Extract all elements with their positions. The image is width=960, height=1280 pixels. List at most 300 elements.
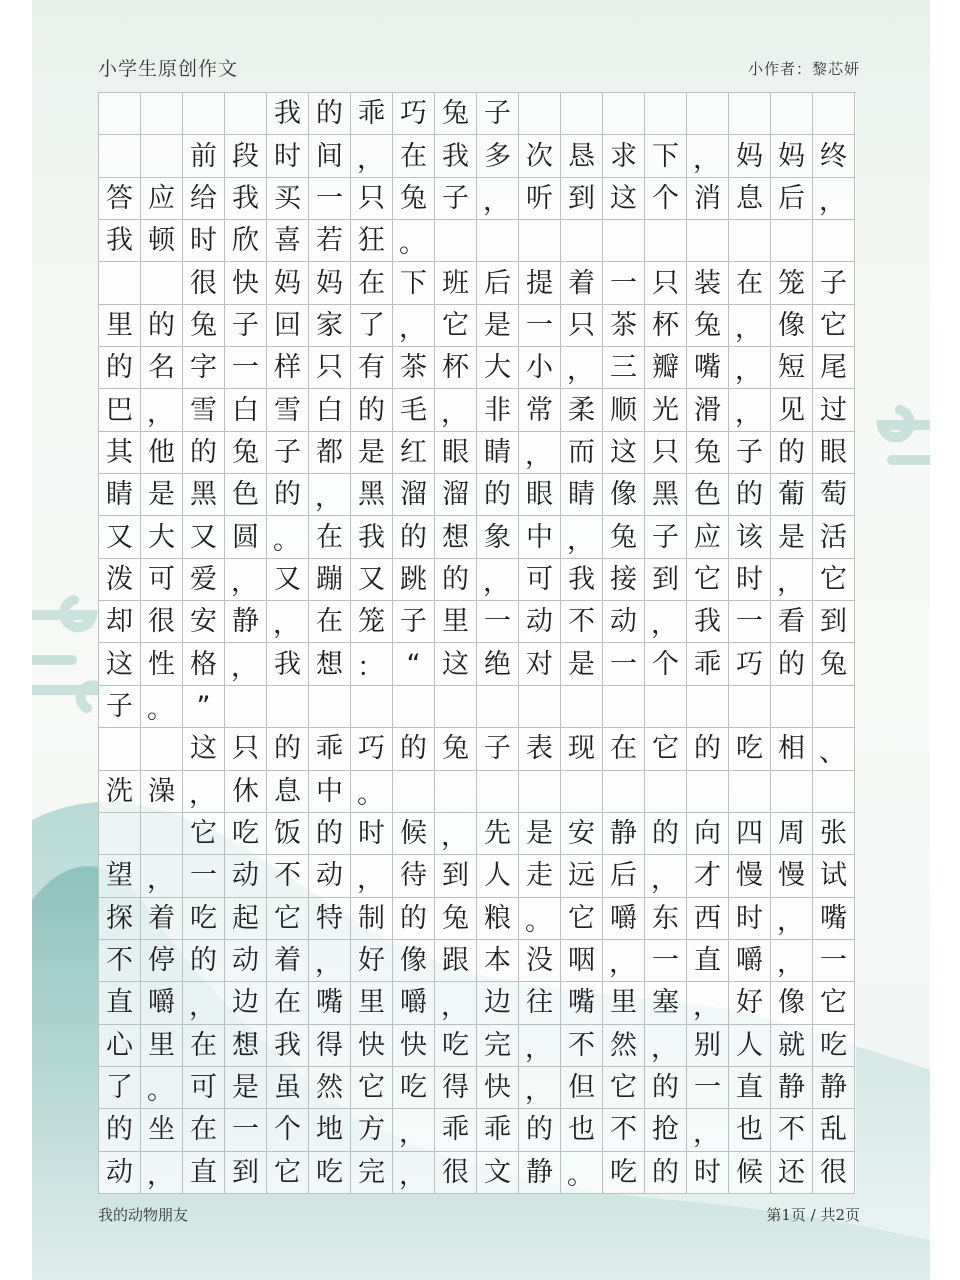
grid-cell: 我 — [435, 135, 477, 177]
grid-cell: 着 — [141, 898, 183, 940]
grid-cell — [645, 93, 687, 135]
grid-cell: ， — [729, 305, 771, 347]
grid-cell: 很 — [183, 262, 225, 304]
grid-cell: 。 — [141, 686, 183, 728]
grid-cell: 这 — [435, 643, 477, 685]
grid-cell: 吃 — [435, 1025, 477, 1067]
grid-cell: 试 — [813, 855, 855, 897]
grid-cell: 文 — [477, 1152, 519, 1194]
grid-cell — [603, 93, 645, 135]
grid-cell: ， — [561, 516, 603, 558]
grid-cell: 嘴 — [561, 982, 603, 1024]
grid-cell: 下 — [645, 135, 687, 177]
grid-cell — [99, 93, 141, 135]
grid-cell: 别 — [687, 1025, 729, 1067]
grid-cell — [393, 771, 435, 813]
grid-cell: 我 — [561, 559, 603, 601]
grid-cell: 巧 — [351, 728, 393, 770]
grid-cell: 黑 — [351, 474, 393, 516]
grid-cell — [771, 220, 813, 262]
grid-cell: 子 — [813, 262, 855, 304]
grid-cell: 接 — [603, 559, 645, 601]
grid-cell: 次 — [519, 135, 561, 177]
grid-cell — [813, 771, 855, 813]
grid-cell: 一 — [183, 855, 225, 897]
grid-cell: 的 — [645, 1152, 687, 1194]
cloud-swirl-left — [32, 600, 102, 708]
grid-cell: 是 — [477, 305, 519, 347]
grid-cell: ， — [561, 347, 603, 389]
grid-cell: 直 — [183, 1152, 225, 1194]
grid-cell: 过 — [813, 389, 855, 431]
grid-cell: 对 — [519, 643, 561, 685]
grid-cell — [309, 686, 351, 728]
grid-cell — [519, 220, 561, 262]
grid-cell: 答 — [99, 178, 141, 220]
grid-cell: 象 — [477, 516, 519, 558]
grid-cell — [645, 771, 687, 813]
grid-cell: 嘴 — [687, 347, 729, 389]
grid-cell: 黑 — [645, 474, 687, 516]
grid-cell: 先 — [477, 813, 519, 855]
grid-cell: 像 — [393, 940, 435, 982]
grid-cell: 、 — [813, 728, 855, 770]
grid-cell: 的 — [645, 1067, 687, 1109]
grid-cell: 到 — [435, 855, 477, 897]
grid-cell: ， — [771, 559, 813, 601]
grid-cell: 虽 — [267, 1067, 309, 1109]
grid-cell: 蹦 — [309, 559, 351, 601]
grid-cell: 爱 — [183, 559, 225, 601]
grid-cell: 息 — [267, 771, 309, 813]
grid-cell: 静 — [603, 813, 645, 855]
grid-cell: 嘴 — [309, 982, 351, 1024]
grid-cell: 里 — [141, 1025, 183, 1067]
grid-cell — [687, 686, 729, 728]
grid-cell: 妈 — [771, 135, 813, 177]
grid-cell: 在 — [351, 262, 393, 304]
grid-cell: 边 — [225, 982, 267, 1024]
grid-cell: ， — [183, 982, 225, 1024]
grid-cell: 巴 — [99, 389, 141, 431]
grid-cell: 子 — [267, 432, 309, 474]
writing-grid — [98, 92, 856, 1194]
grid-cell: 兔 — [435, 728, 477, 770]
grid-cell: 又 — [267, 559, 309, 601]
grid-cell: 小 — [519, 347, 561, 389]
grid-cell: 格 — [183, 643, 225, 685]
grid-cell: 就 — [771, 1025, 813, 1067]
grid-cell: 嚼 — [393, 982, 435, 1024]
grid-cell: 子 — [477, 93, 519, 135]
grid-cell: 子 — [393, 601, 435, 643]
grid-cell: 雪 — [183, 389, 225, 431]
grid-cell: 只 — [309, 347, 351, 389]
grid-cell: 动 — [225, 855, 267, 897]
grid-cell: ， — [435, 813, 477, 855]
grid-cell — [687, 93, 729, 135]
grid-cell: 个 — [645, 643, 687, 685]
grid-cell: 特 — [309, 898, 351, 940]
grid-cell: 不 — [771, 1109, 813, 1151]
grid-cell: 在 — [393, 135, 435, 177]
grid-cell: 本 — [477, 940, 519, 982]
grid-cell: 茶 — [393, 347, 435, 389]
grid-cell: 后 — [477, 262, 519, 304]
grid-cell: 是 — [771, 516, 813, 558]
grid-cell: 溜 — [393, 474, 435, 516]
grid-cell: 我 — [267, 1025, 309, 1067]
grid-cell — [813, 686, 855, 728]
grid-cell: 得 — [309, 1025, 351, 1067]
grid-cell: 到 — [645, 559, 687, 601]
grid-cell: 在 — [267, 982, 309, 1024]
grid-cell: 时 — [351, 813, 393, 855]
grid-cell: 的 — [309, 813, 351, 855]
grid-cell: 他 — [141, 432, 183, 474]
grid-cell: 像 — [603, 474, 645, 516]
grid-cell: 了 — [351, 305, 393, 347]
grid-cell: 只 — [225, 728, 267, 770]
grid-cell: 洗 — [99, 771, 141, 813]
grid-cell: 完 — [477, 1025, 519, 1067]
grid-cell: 看 — [771, 601, 813, 643]
grid-cell — [477, 686, 519, 728]
grid-cell: ， — [267, 601, 309, 643]
grid-cell: 周 — [771, 813, 813, 855]
grid-cell: 回 — [267, 305, 309, 347]
grid-cell: 静 — [813, 1067, 855, 1109]
grid-cell: 而 — [561, 432, 603, 474]
grid-cell: ， — [645, 855, 687, 897]
grid-cell: 兔 — [393, 178, 435, 220]
grid-cell: 黑 — [183, 474, 225, 516]
author-label: 小作者：黎芯妍 — [747, 60, 860, 78]
grid-cell: 欣 — [225, 220, 267, 262]
grid-cell: 顿 — [141, 220, 183, 262]
grid-cell: 。 — [351, 771, 393, 813]
grid-cell: ， — [771, 898, 813, 940]
grid-cell: 快 — [477, 1067, 519, 1109]
grid-cell: 该 — [729, 516, 771, 558]
grid-cell: 中 — [309, 771, 351, 813]
grid-cell: 妈 — [309, 262, 351, 304]
grid-cell: 的 — [729, 474, 771, 516]
grid-cell — [519, 771, 561, 813]
grid-cell: 它 — [813, 305, 855, 347]
grid-cell: 一 — [603, 262, 645, 304]
grid-cell — [813, 93, 855, 135]
grid-cell — [351, 686, 393, 728]
grid-cell: 的 — [267, 474, 309, 516]
grid-cell: 的 — [687, 728, 729, 770]
grid-cell: 但 — [561, 1067, 603, 1109]
grid-cell: 它 — [435, 305, 477, 347]
grid-cell: 。 — [393, 220, 435, 262]
grid-cell: 远 — [561, 855, 603, 897]
grid-cell: 是 — [225, 1067, 267, 1109]
grid-cell: 兔 — [435, 898, 477, 940]
grid-cell: 个 — [267, 1109, 309, 1151]
grid-cell: 子 — [225, 305, 267, 347]
grid-cell: 一 — [225, 347, 267, 389]
grid-cell: 想 — [435, 516, 477, 558]
grid-cell: 着 — [267, 940, 309, 982]
grid-cell: 提 — [519, 262, 561, 304]
grid-cell: 的 — [771, 643, 813, 685]
grid-cell: 想 — [309, 643, 351, 685]
grid-cell: 毛 — [393, 389, 435, 431]
grid-cell: 它 — [687, 559, 729, 601]
grid-cell: 慢 — [729, 855, 771, 897]
grid-cell: 一 — [309, 178, 351, 220]
grid-cell: 里 — [351, 982, 393, 1024]
grid-cell: 睛 — [99, 474, 141, 516]
grid-cell — [99, 262, 141, 304]
grid-cell: 巧 — [393, 93, 435, 135]
grid-cell: 吃 — [393, 1067, 435, 1109]
grid-cell: 白 — [309, 389, 351, 431]
grid-cell: 兔 — [687, 432, 729, 474]
grid-cell: 直 — [729, 1067, 771, 1109]
grid-cell: 笼 — [351, 601, 393, 643]
grid-cell: 字 — [183, 347, 225, 389]
grid-cell: 在 — [729, 262, 771, 304]
grid-cell: 一 — [477, 601, 519, 643]
grid-cell: 的 — [519, 1109, 561, 1151]
grid-cell: 时 — [729, 559, 771, 601]
grid-cell: 买 — [267, 178, 309, 220]
grid-cell: ， — [351, 855, 393, 897]
grid-cell: 它 — [561, 898, 603, 940]
grid-cell: 我 — [351, 516, 393, 558]
grid-cell: 它 — [351, 1067, 393, 1109]
grid-cell: 在 — [309, 516, 351, 558]
grid-cell: 粮 — [477, 898, 519, 940]
grid-cell — [99, 728, 141, 770]
grid-cell: 圆 — [225, 516, 267, 558]
grid-cell — [435, 686, 477, 728]
grid-cell: 这 — [603, 432, 645, 474]
grid-cell: 候 — [393, 813, 435, 855]
grid-cell — [729, 93, 771, 135]
grid-cell: 动 — [99, 1152, 141, 1194]
grid-cell: 给 — [183, 178, 225, 220]
grid-cell: 三 — [603, 347, 645, 389]
grid-cell — [519, 93, 561, 135]
grid-cell: 光 — [645, 389, 687, 431]
grid-cell: ， — [477, 178, 519, 220]
grid-cell: 装 — [687, 262, 729, 304]
grid-cell: 听 — [519, 178, 561, 220]
grid-cell: 眼 — [519, 474, 561, 516]
grid-cell: 是 — [351, 432, 393, 474]
grid-cell: 动 — [309, 855, 351, 897]
grid-cell: 多 — [477, 135, 519, 177]
grid-cell: 后 — [603, 855, 645, 897]
grid-cell: 只 — [645, 432, 687, 474]
grid-cell: 可 — [183, 1067, 225, 1109]
grid-cell: 然 — [309, 1067, 351, 1109]
grid-cell: 安 — [183, 601, 225, 643]
grid-cell — [729, 220, 771, 262]
grid-cell: 望 — [99, 855, 141, 897]
grid-cell: 恳 — [561, 135, 603, 177]
grid-cell: 它 — [183, 813, 225, 855]
grid-cell: 的 — [645, 813, 687, 855]
grid-cell: 消 — [687, 178, 729, 220]
grid-cell — [183, 93, 225, 135]
grid-cell: 吃 — [813, 1025, 855, 1067]
grid-cell — [645, 686, 687, 728]
grid-cell: 兔 — [813, 643, 855, 685]
page-indicator: 第1页 / 共2页 — [766, 1206, 860, 1224]
grid-cell: 杯 — [645, 305, 687, 347]
grid-cell: 顺 — [603, 389, 645, 431]
grid-cell: 跟 — [435, 940, 477, 982]
grid-cell: 西 — [687, 898, 729, 940]
grid-cell: 的 — [771, 432, 813, 474]
grid-cell: 跳 — [393, 559, 435, 601]
grid-cell: 后 — [771, 178, 813, 220]
grid-cell: 起 — [225, 898, 267, 940]
grid-cell: 妈 — [267, 262, 309, 304]
grid-cell — [813, 220, 855, 262]
grid-cell: 的 — [267, 728, 309, 770]
grid-cell: 咽 — [561, 940, 603, 982]
grid-cell: 乖 — [435, 1109, 477, 1151]
grid-cell: 求 — [603, 135, 645, 177]
grid-cell: 很 — [141, 601, 183, 643]
grid-cell — [267, 686, 309, 728]
grid-cell: 不 — [603, 1109, 645, 1151]
grid-cell: 好 — [351, 940, 393, 982]
grid-cell — [729, 771, 771, 813]
grid-cell: 在 — [603, 728, 645, 770]
grid-cell: 乖 — [477, 1109, 519, 1151]
grid-cell: ， — [141, 389, 183, 431]
grid-cell: 到 — [561, 178, 603, 220]
grid-cell: 一 — [225, 1109, 267, 1151]
grid-cell: 吃 — [309, 1152, 351, 1194]
grid-cell: 还 — [771, 1152, 813, 1194]
grid-cell — [603, 686, 645, 728]
grid-cell: 。 — [267, 516, 309, 558]
grid-cell: 瓣 — [645, 347, 687, 389]
grid-cell: 下 — [393, 262, 435, 304]
grid-cell: ， — [729, 389, 771, 431]
grid-cell: 的 — [393, 898, 435, 940]
grid-cell: 好 — [729, 982, 771, 1024]
grid-cell: 安 — [561, 813, 603, 855]
grid-cell: 都 — [309, 432, 351, 474]
grid-cell: ， — [309, 940, 351, 982]
grid-cell — [141, 93, 183, 135]
grid-cell: 候 — [729, 1152, 771, 1194]
grid-cell: ， — [435, 389, 477, 431]
grid-cell: 家 — [309, 305, 351, 347]
grid-cell: 泼 — [99, 559, 141, 601]
grid-cell: ， — [225, 559, 267, 601]
grid-cell: ， — [141, 855, 183, 897]
grid-cell: 尾 — [813, 347, 855, 389]
grid-cell: ， — [687, 982, 729, 1024]
grid-cell: 动 — [225, 940, 267, 982]
grid-cell — [561, 220, 603, 262]
grid-cell: 又 — [99, 516, 141, 558]
grid-cell — [603, 771, 645, 813]
grid-cell: 制 — [351, 898, 393, 940]
grid-cell: 的 — [435, 559, 477, 601]
grid-cell: 的 — [99, 347, 141, 389]
grid-cell: 乖 — [309, 728, 351, 770]
grid-cell: 一 — [729, 601, 771, 643]
grid-cell: ， — [393, 1109, 435, 1151]
grid-cell: 可 — [141, 559, 183, 601]
grid-cell: 慢 — [771, 855, 813, 897]
grid-cell: 不 — [561, 601, 603, 643]
grid-cell: 塞 — [645, 982, 687, 1024]
grid-cell: 静 — [225, 601, 267, 643]
grid-cell: ， — [687, 1109, 729, 1151]
grid-cell: 短 — [771, 347, 813, 389]
grid-cell: 到 — [225, 1152, 267, 1194]
grid-cell — [771, 686, 813, 728]
grid-cell: ， — [393, 1152, 435, 1194]
grid-cell: 其 — [99, 432, 141, 474]
grid-cell: ， — [729, 347, 771, 389]
grid-cell: 东 — [645, 898, 687, 940]
grid-cell: 不 — [99, 940, 141, 982]
grid-cell: 这 — [99, 643, 141, 685]
grid-cell: ， — [645, 601, 687, 643]
grid-cell: 乖 — [687, 643, 729, 685]
grid-cell: 子 — [99, 686, 141, 728]
grid-cell: 时 — [729, 898, 771, 940]
grid-cell: 澡 — [141, 771, 183, 813]
grid-cell — [141, 135, 183, 177]
grid-cell: 吃 — [183, 898, 225, 940]
grid-cell: 快 — [351, 1025, 393, 1067]
grid-cell: 的 — [393, 728, 435, 770]
grid-cell: 往 — [519, 982, 561, 1024]
grid-cell: 葡 — [771, 474, 813, 516]
grid-cell: 溜 — [435, 474, 477, 516]
grid-cell: 一 — [519, 305, 561, 347]
grid-cell: 的 — [183, 940, 225, 982]
grid-cell: 红 — [393, 432, 435, 474]
grid-cell: 眼 — [813, 432, 855, 474]
grid-cell: 间 — [309, 135, 351, 177]
grid-cell: 很 — [813, 1152, 855, 1194]
grid-cell: 它 — [813, 982, 855, 1024]
grid-cell: ， — [519, 1025, 561, 1067]
grid-cell: 现 — [561, 728, 603, 770]
grid-cell: 中 — [519, 516, 561, 558]
grid-cell: 兔 — [225, 432, 267, 474]
grid-cell: 班 — [435, 262, 477, 304]
grid-cell: 眼 — [435, 432, 477, 474]
grid-cell: ， — [477, 559, 519, 601]
grid-cell: 这 — [183, 728, 225, 770]
grid-cell: 子 — [477, 728, 519, 770]
grid-cell: 像 — [771, 982, 813, 1024]
grid-cell — [561, 93, 603, 135]
grid-cell: 没 — [519, 940, 561, 982]
grid-cell: 子 — [645, 516, 687, 558]
grid-cell: 我 — [687, 601, 729, 643]
grid-cell: ， — [519, 432, 561, 474]
